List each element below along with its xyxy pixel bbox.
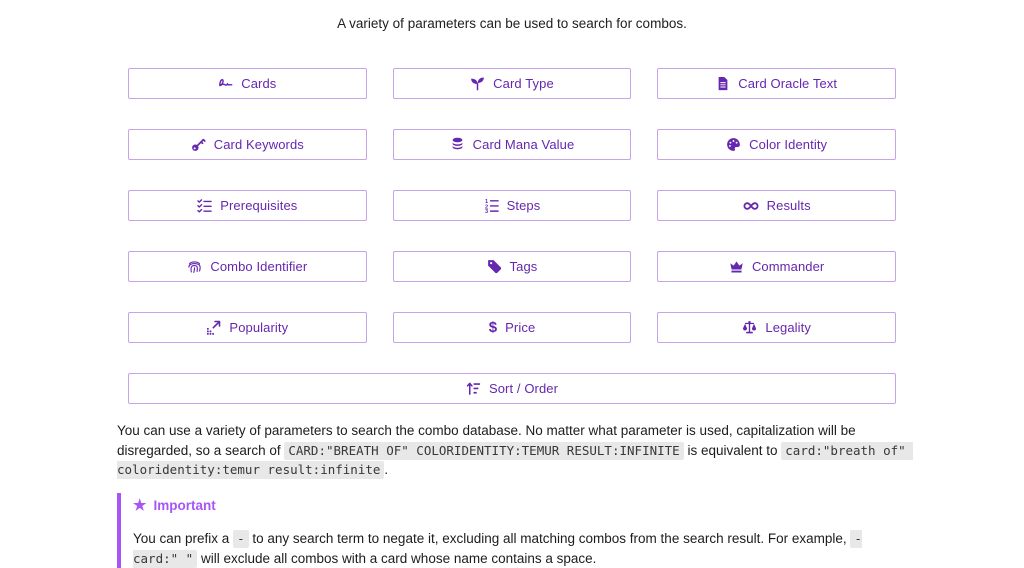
seedling-icon <box>470 76 485 91</box>
param-button-label: Price <box>505 320 536 335</box>
param-button-commander[interactable] <box>657 251 896 282</box>
param-button-card-type[interactable] <box>393 68 632 99</box>
arrow-up-wide-short-icon <box>466 381 481 396</box>
param-button-label: Steps <box>506 198 541 213</box>
crown-icon <box>729 259 744 274</box>
param-button-card-mana-value[interactable] <box>393 129 632 160</box>
syntax-description-section <box>117 421 914 568</box>
star-icon: ★ <box>133 496 147 514</box>
param-button-legality[interactable] <box>657 312 896 343</box>
parameter-button-grid <box>128 68 896 404</box>
param-button-sort-order[interactable] <box>128 373 896 404</box>
svg-text:1: 1 <box>484 198 488 205</box>
code-snippet-uppercase-query: CARD:"BREATH OF" COLORIDENTITY:TEMUR RESULT:INFINITE <box>284 442 683 460</box>
param-button-label: Legality <box>765 320 811 335</box>
callout-title-text: Important <box>153 497 216 513</box>
param-button-combo-identifier[interactable] <box>128 251 367 282</box>
svg-text:3: 3 <box>484 209 488 213</box>
dollar-sign-icon: $ <box>488 319 498 336</box>
list-check-icon <box>197 198 212 213</box>
svg-text:2: 2 <box>484 204 488 211</box>
param-button-label: Card Type <box>493 76 554 91</box>
param-button-label: Tags <box>509 259 538 274</box>
arrow-up-right-dots-icon <box>206 320 221 335</box>
param-button-label: Card Keywords <box>213 137 304 152</box>
param-button-card-keywords[interactable] <box>128 129 367 160</box>
fingerprint-icon <box>187 259 202 274</box>
key-icon <box>191 137 206 152</box>
param-button-label: Card Oracle Text <box>738 76 838 91</box>
code-snippet-negate-example: -card:" " <box>133 531 862 566</box>
callout-title <box>133 496 907 516</box>
palette-icon <box>726 137 741 152</box>
param-button-price[interactable] <box>393 312 632 343</box>
callout-text: You can prefix a <box>133 531 234 546</box>
param-button-label: Combo Identifier <box>210 259 308 274</box>
param-button-steps[interactable] <box>393 190 632 221</box>
syntax-description-paragraph <box>117 421 914 480</box>
callout-text: will exclude all combos with a card whose name contains a space. <box>197 550 597 566</box>
callout-text: to any search term to negate it, excluding all matching combos from the search result. For example, <box>248 531 851 546</box>
list-ol-icon <box>484 198 499 213</box>
param-button-label: Sort / Order <box>488 381 559 396</box>
description-text: is equivalent to <box>683 442 782 458</box>
param-button-label: Popularity <box>229 320 289 335</box>
code-snippet-negate-prefix: - <box>233 530 249 548</box>
param-button-label: Results <box>766 198 811 213</box>
param-button-label: Prerequisites <box>220 198 298 213</box>
param-button-results[interactable] <box>657 190 896 221</box>
callout-body <box>133 529 907 568</box>
param-button-label: Card Mana Value <box>472 137 575 152</box>
param-button-label: Commander <box>751 259 825 274</box>
page-intro: A variety of parameters can be used to search for combos. <box>337 16 687 31</box>
signature-icon <box>218 76 233 91</box>
param-button-prerequisites[interactable] <box>128 190 367 221</box>
code-snippet-lowercase-query: card:"breath of" coloridentity:temur result:infinite <box>117 442 914 477</box>
param-button-label: Color Identity <box>749 137 828 152</box>
infinity-icon <box>743 198 759 214</box>
param-button-color-identity[interactable] <box>657 129 896 160</box>
param-button-popularity[interactable] <box>128 312 367 343</box>
param-button-card-oracle-text[interactable] <box>657 68 896 99</box>
important-callout <box>117 493 907 568</box>
scale-balanced-icon <box>742 320 757 335</box>
param-button-label: Cards <box>241 76 277 91</box>
description-text: . <box>384 462 389 477</box>
coins-icon <box>450 137 465 152</box>
param-button-tags[interactable] <box>393 251 632 282</box>
description-text: You can use a variety of parameters to search the combo database. No matter what parameter is used, capitalization will be disregarded, so a search of <box>117 423 856 458</box>
file-lines-icon <box>716 76 730 91</box>
param-button-cards[interactable] <box>128 68 367 99</box>
tag-icon <box>487 259 502 274</box>
